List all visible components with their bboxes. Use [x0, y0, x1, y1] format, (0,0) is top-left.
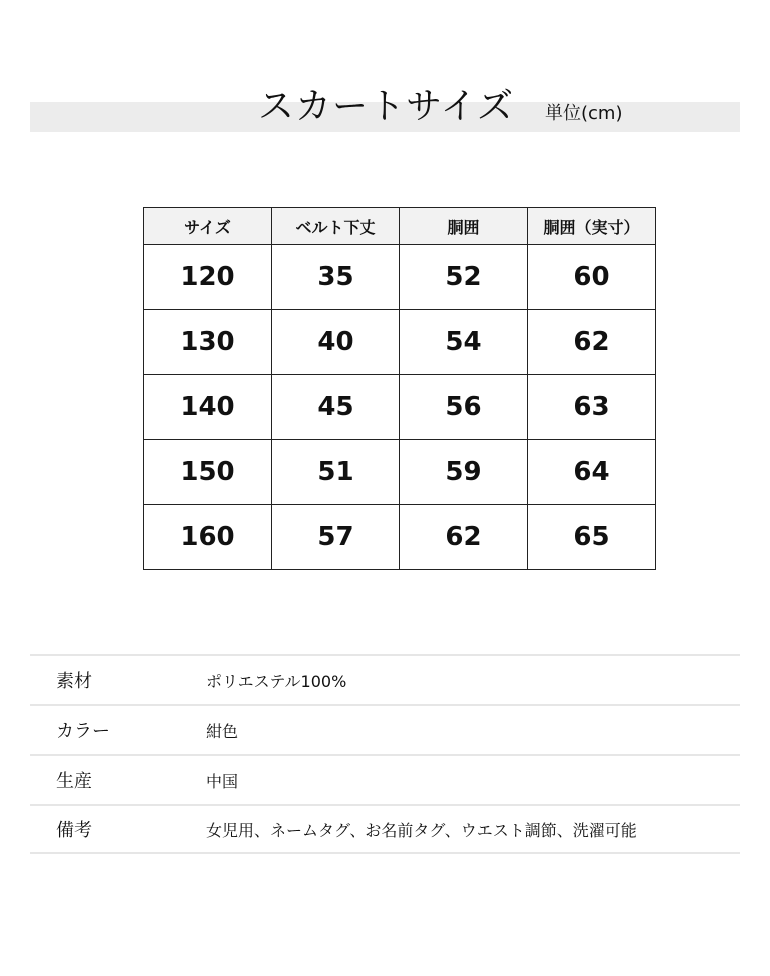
table-row	[144, 440, 656, 505]
cell-waist-actual: 60	[528, 245, 656, 310]
table-header-row	[144, 208, 656, 245]
unit-label: 単位(cm)	[545, 103, 623, 124]
cell-waist-actual: 63	[528, 375, 656, 440]
cell-size: 150	[144, 440, 272, 505]
cell-size: 140	[144, 375, 272, 440]
table-row	[144, 310, 656, 375]
info-value: 紺色	[206, 721, 239, 741]
cell-waist-actual: 65	[528, 505, 656, 570]
info-label: 備考	[56, 820, 92, 841]
cell-waist-actual: 64	[528, 440, 656, 505]
cell-size: 160	[144, 505, 272, 570]
info-label: 生産	[56, 771, 92, 792]
table-row	[144, 505, 656, 570]
cell-length: 40	[272, 310, 400, 375]
header-waist-actual: 胴囲（実寸）	[528, 208, 656, 245]
cell-size: 120	[144, 245, 272, 310]
cell-waist-actual: 62	[528, 310, 656, 375]
table-row	[144, 375, 656, 440]
info-row-origin	[30, 754, 740, 804]
cell-waist: 62	[400, 505, 528, 570]
table-row	[144, 245, 656, 310]
cell-length: 35	[272, 245, 400, 310]
header-waist: 胴囲	[400, 208, 528, 245]
info-value: 女児用、ネームタグ、お名前タグ、ウエスト調節、洗濯可能	[206, 820, 637, 840]
info-row-notes	[30, 804, 740, 854]
cell-waist: 56	[400, 375, 528, 440]
info-value: 中国	[206, 771, 239, 791]
cell-waist: 52	[400, 245, 528, 310]
cell-waist: 59	[400, 440, 528, 505]
header-size: サイズ	[144, 208, 272, 245]
cell-length: 51	[272, 440, 400, 505]
cell-length: 57	[272, 505, 400, 570]
cell-size: 130	[144, 310, 272, 375]
product-info-list	[30, 654, 740, 854]
info-label: カラー	[56, 721, 110, 742]
cell-waist: 54	[400, 310, 528, 375]
info-label: 素材	[56, 671, 92, 692]
cell-length: 45	[272, 375, 400, 440]
size-table	[143, 207, 656, 570]
info-value: ポリエステル100%	[206, 671, 347, 691]
info-row-material	[30, 654, 740, 704]
header-length: ベルト下丈	[272, 208, 400, 245]
info-row-color	[30, 704, 740, 754]
page-title: スカートサイズ	[258, 86, 515, 127]
